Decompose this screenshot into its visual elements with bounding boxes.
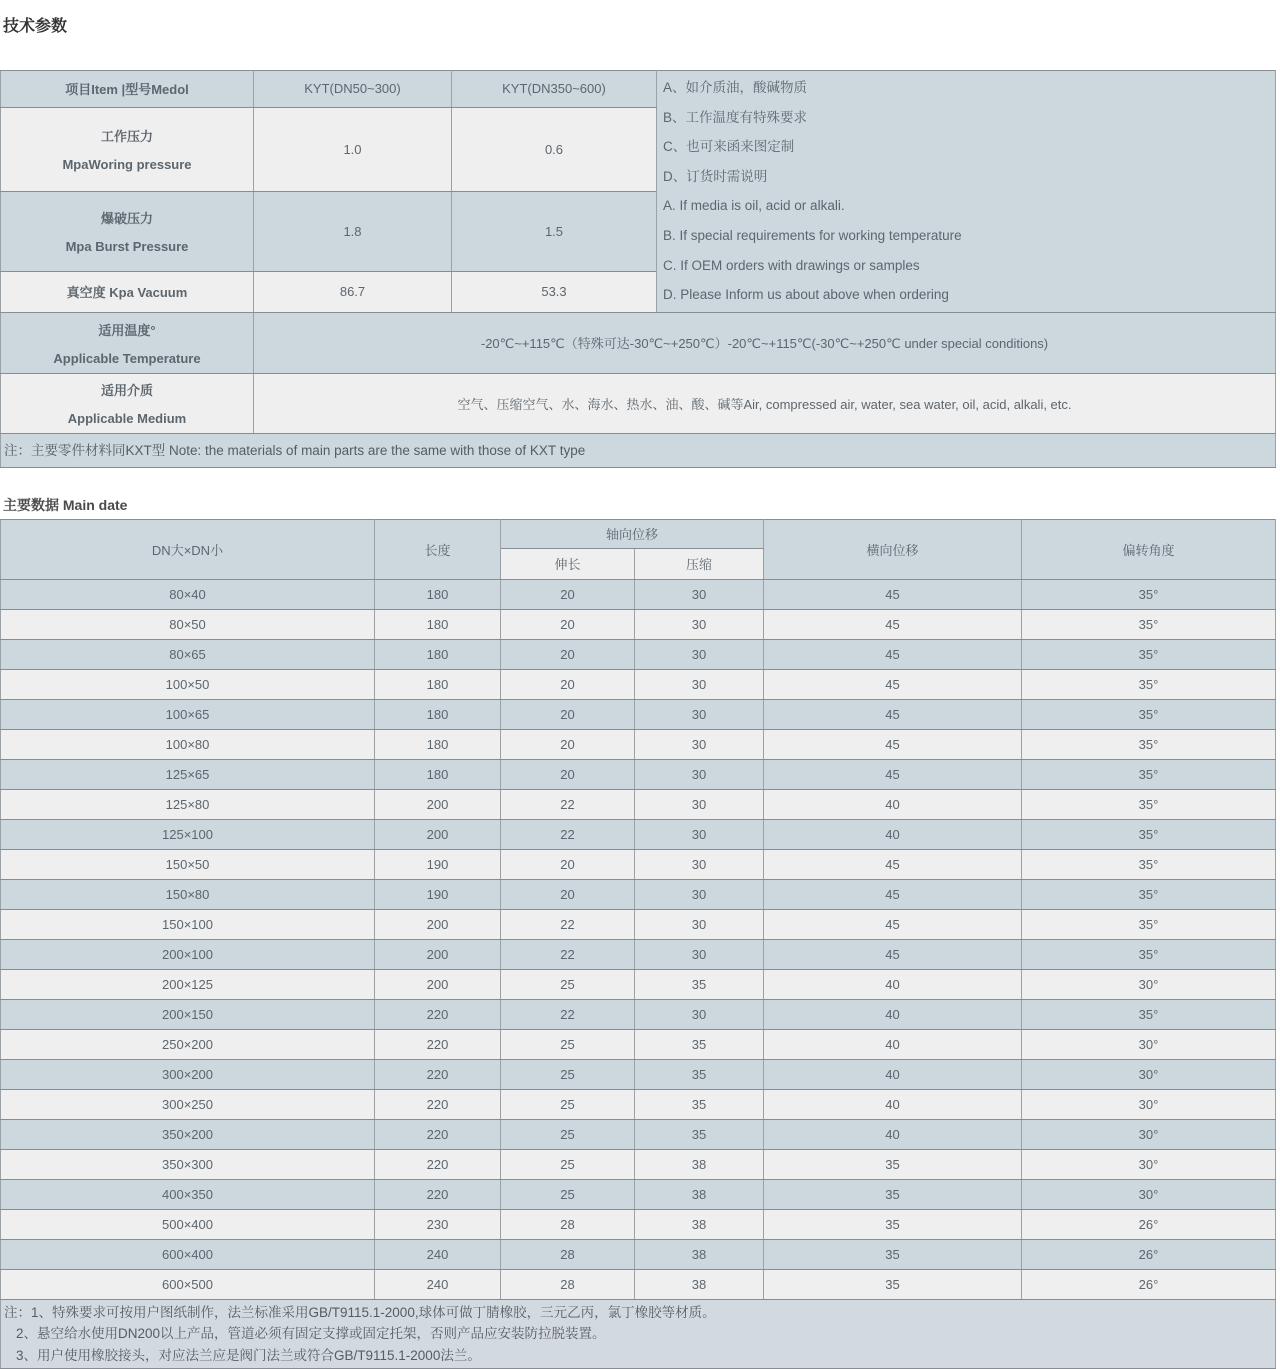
table-cell: 200 bbox=[375, 969, 501, 999]
vacuum-v2: 53.3 bbox=[452, 272, 657, 313]
table-cell: 20 bbox=[501, 879, 635, 909]
table-row bbox=[1, 849, 1276, 879]
medium-label-cn: 适用介质 bbox=[100, 383, 153, 399]
table-cell: 100×65 bbox=[1, 699, 375, 729]
table-cell: 350×200 bbox=[1, 1119, 375, 1149]
table-cell: 100×80 bbox=[1, 729, 375, 759]
table-cell: 350×300 bbox=[1, 1149, 375, 1179]
table-cell: 40 bbox=[764, 999, 1022, 1029]
medium-label bbox=[1, 373, 254, 433]
table-cell: 30 bbox=[635, 609, 764, 639]
tech-header-model1: KYT(DN50~300) bbox=[254, 71, 452, 108]
table-cell: 40 bbox=[764, 789, 1022, 819]
medium-value: 空气、压缩空气、水、海水、热水、油、酸、碱等Air, compressed air, water, sea water, oil, acid, alkali, etc. bbox=[254, 373, 1276, 433]
table-cell: 35° bbox=[1022, 639, 1276, 669]
table-cell: 20 bbox=[501, 639, 635, 669]
table-cell: 40 bbox=[764, 1059, 1022, 1089]
table-cell: 30° bbox=[1022, 969, 1276, 999]
header-extend: 伸长 bbox=[501, 549, 635, 580]
table-row bbox=[1, 789, 1276, 819]
table-cell: 30° bbox=[1022, 1149, 1276, 1179]
table-cell: 30 bbox=[635, 939, 764, 969]
table-cell: 38 bbox=[635, 1179, 764, 1209]
table-cell: 35° bbox=[1022, 579, 1276, 609]
table-cell: 220 bbox=[375, 1119, 501, 1149]
table-cell: 180 bbox=[375, 579, 501, 609]
bottom-notes bbox=[1, 1299, 1276, 1368]
main-notes-row bbox=[1, 1299, 1276, 1368]
table-cell: 220 bbox=[375, 1149, 501, 1179]
table-cell: 35° bbox=[1022, 909, 1276, 939]
side-note-line: D、订货时需说明 bbox=[663, 168, 768, 184]
main-table-body bbox=[1, 579, 1276, 1299]
table-cell: 25 bbox=[501, 1029, 635, 1059]
table-cell: 25 bbox=[501, 1179, 635, 1209]
table-row bbox=[1, 1209, 1276, 1239]
table-cell: 45 bbox=[764, 759, 1022, 789]
header-compress: 压缩 bbox=[635, 549, 764, 580]
side-note-line: B. If special requirements for working temperature bbox=[663, 227, 962, 243]
table-cell: 35 bbox=[764, 1209, 1022, 1239]
table-row bbox=[1, 1029, 1276, 1059]
table-cell: 500×400 bbox=[1, 1209, 375, 1239]
temperature-label-cn: 适用温度° bbox=[98, 322, 156, 338]
table-cell: 25 bbox=[501, 1089, 635, 1119]
table-cell: 28 bbox=[501, 1239, 635, 1269]
table-cell: 200 bbox=[375, 789, 501, 819]
table-cell: 45 bbox=[764, 849, 1022, 879]
table-cell: 30 bbox=[635, 579, 764, 609]
table-cell: 45 bbox=[764, 729, 1022, 759]
table-cell: 200 bbox=[375, 909, 501, 939]
header-length: 长度 bbox=[375, 519, 501, 579]
table-row bbox=[1, 729, 1276, 759]
table-cell: 26° bbox=[1022, 1209, 1276, 1239]
table-cell: 38 bbox=[635, 1209, 764, 1239]
side-note-line: A、如介质油，酸碱物质 bbox=[663, 80, 808, 95]
table-cell: 20 bbox=[501, 759, 635, 789]
table-row bbox=[1, 819, 1276, 849]
table-row bbox=[1, 759, 1276, 789]
table-cell: 180 bbox=[375, 729, 501, 759]
tech-footnote-row bbox=[1, 433, 1276, 467]
section-title-tech-params: 技术参数 bbox=[3, 18, 68, 35]
bottom-note-line: 3、用户使用橡胶接头，对应法兰应是阀门法兰或符合GB/T9115.1-2000法兰。 bbox=[16, 1347, 481, 1363]
table-cell: 35 bbox=[635, 1029, 764, 1059]
table-cell: 22 bbox=[501, 939, 635, 969]
table-cell: 40 bbox=[764, 1119, 1022, 1149]
table-cell: 35° bbox=[1022, 609, 1276, 639]
table-cell: 220 bbox=[375, 1089, 501, 1119]
table-cell: 35 bbox=[764, 1149, 1022, 1179]
table-cell: 35° bbox=[1022, 669, 1276, 699]
table-cell: 35° bbox=[1022, 729, 1276, 759]
table-cell: 20 bbox=[501, 669, 635, 699]
table-cell: 25 bbox=[501, 1059, 635, 1089]
table-row bbox=[1, 1269, 1276, 1299]
table-cell: 30 bbox=[635, 729, 764, 759]
table-cell: 26° bbox=[1022, 1239, 1276, 1269]
table-cell: 40 bbox=[764, 819, 1022, 849]
side-note-line: B、工作温度有特殊要求 bbox=[663, 109, 808, 125]
table-cell: 40 bbox=[764, 969, 1022, 999]
table-row bbox=[1, 939, 1276, 969]
table-cell: 30 bbox=[635, 819, 764, 849]
header-angle: 偏转角度 bbox=[1022, 519, 1276, 579]
side-note-line: C、也可来函来图定制 bbox=[663, 139, 795, 155]
table-cell: 30 bbox=[635, 759, 764, 789]
side-note-line: D. Please Inform us about above when ordering bbox=[663, 287, 949, 303]
table-row bbox=[1, 669, 1276, 699]
table-cell: 30 bbox=[635, 879, 764, 909]
table-cell: 22 bbox=[501, 789, 635, 819]
table-cell: 180 bbox=[375, 639, 501, 669]
table-cell: 190 bbox=[375, 849, 501, 879]
working-pressure-v2: 0.6 bbox=[452, 107, 657, 191]
temperature-row bbox=[1, 312, 1276, 373]
table-cell: 35° bbox=[1022, 819, 1276, 849]
table-cell: 30° bbox=[1022, 1059, 1276, 1089]
table-cell: 45 bbox=[764, 669, 1022, 699]
table-cell: 35 bbox=[764, 1239, 1022, 1269]
table-cell: 30 bbox=[635, 909, 764, 939]
table-cell: 30 bbox=[635, 849, 764, 879]
table-cell: 220 bbox=[375, 999, 501, 1029]
table-cell: 220 bbox=[375, 1059, 501, 1089]
side-note-line: A. If media is oil, acid or alkali. bbox=[663, 198, 845, 214]
table-cell: 28 bbox=[501, 1209, 635, 1239]
bottom-note-line: 2、悬空给水使用DN200以上产品，管道必须有固定支撑或固定托架，否则产品应安装防拉脱装置。 bbox=[16, 1326, 606, 1342]
table-row bbox=[1, 1059, 1276, 1089]
table-cell: 200×150 bbox=[1, 999, 375, 1029]
burst-pressure-label-en: Mpa Burst Pressure bbox=[65, 239, 189, 255]
table-row bbox=[1, 1149, 1276, 1179]
table-cell: 26° bbox=[1022, 1269, 1276, 1299]
table-cell: 300×200 bbox=[1, 1059, 375, 1089]
tech-header-row bbox=[1, 71, 1276, 108]
table-cell: 35° bbox=[1022, 759, 1276, 789]
table-cell: 250×200 bbox=[1, 1029, 375, 1059]
table-cell: 30° bbox=[1022, 1029, 1276, 1059]
header-lateral: 横向位移 bbox=[764, 519, 1022, 579]
table-cell: 30 bbox=[635, 999, 764, 1029]
table-cell: 35° bbox=[1022, 699, 1276, 729]
table-cell: 80×65 bbox=[1, 639, 375, 669]
bottom-note-line: 注：1、特殊要求可按用户图纸制作，法兰标准采用GB/T9115.1-2000,球体可做丁腈橡胶，三元乙丙，氯丁橡胶等材质。 bbox=[4, 1304, 716, 1320]
table-cell: 150×50 bbox=[1, 849, 375, 879]
table-cell: 20 bbox=[501, 579, 635, 609]
table-cell: 35° bbox=[1022, 999, 1276, 1029]
table-cell: 220 bbox=[375, 1029, 501, 1059]
table-cell: 125×80 bbox=[1, 789, 375, 819]
table-cell: 100×50 bbox=[1, 669, 375, 699]
tech-header-item: 项目Item |型号Medol bbox=[1, 71, 254, 108]
table-cell: 45 bbox=[764, 579, 1022, 609]
section-title-main-data: 主要数据 Main date bbox=[3, 496, 128, 513]
table-row bbox=[1, 609, 1276, 639]
temperature-label-en: Applicable Temperature bbox=[53, 350, 201, 366]
table-cell: 180 bbox=[375, 699, 501, 729]
table-cell: 20 bbox=[501, 849, 635, 879]
table-cell: 30° bbox=[1022, 1089, 1276, 1119]
table-cell: 25 bbox=[501, 1119, 635, 1149]
table-cell: 35° bbox=[1022, 789, 1276, 819]
working-pressure-v1: 1.0 bbox=[254, 107, 452, 191]
table-cell: 45 bbox=[764, 639, 1022, 669]
table-row bbox=[1, 999, 1276, 1029]
burst-pressure-v2: 1.5 bbox=[452, 191, 657, 271]
table-cell: 150×100 bbox=[1, 909, 375, 939]
table-cell: 300×250 bbox=[1, 1089, 375, 1119]
table-row bbox=[1, 909, 1276, 939]
burst-pressure-label-cn: 爆破压力 bbox=[100, 211, 153, 227]
table-cell: 22 bbox=[501, 819, 635, 849]
temperature-value: -20℃~+115℃（特殊可达-30℃~+250℃）-20℃~+115℃(-30℃~+250℃ under special conditions) bbox=[254, 312, 1276, 373]
table-cell: 35 bbox=[764, 1179, 1022, 1209]
table-cell: 40 bbox=[764, 1089, 1022, 1119]
table-cell: 150×80 bbox=[1, 879, 375, 909]
table-cell: 45 bbox=[764, 609, 1022, 639]
working-pressure-label bbox=[1, 107, 254, 191]
table-cell: 35° bbox=[1022, 879, 1276, 909]
main-header-row-1 bbox=[1, 519, 1276, 548]
table-cell: 180 bbox=[375, 759, 501, 789]
table-cell: 600×500 bbox=[1, 1269, 375, 1299]
table-cell: 45 bbox=[764, 909, 1022, 939]
table-cell: 25 bbox=[501, 1149, 635, 1179]
table-cell: 30° bbox=[1022, 1119, 1276, 1149]
table-cell: 40 bbox=[764, 1029, 1022, 1059]
medium-row bbox=[1, 373, 1276, 433]
main-data-table bbox=[0, 519, 1276, 1369]
tech-footnote: 注：主要零件材料同KXT型 Note: the materials of main parts are the same with those of KXT type bbox=[1, 433, 1276, 467]
table-row bbox=[1, 699, 1276, 729]
burst-pressure-v1: 1.8 bbox=[254, 191, 452, 271]
table-cell: 30 bbox=[635, 639, 764, 669]
table-cell: 45 bbox=[764, 699, 1022, 729]
table-cell: 190 bbox=[375, 879, 501, 909]
table-cell: 30 bbox=[635, 669, 764, 699]
table-cell: 200 bbox=[375, 819, 501, 849]
table-cell: 38 bbox=[635, 1269, 764, 1299]
table-cell: 25 bbox=[501, 969, 635, 999]
table-cell: 600×400 bbox=[1, 1239, 375, 1269]
working-pressure-label-cn: 工作压力 bbox=[100, 129, 153, 145]
table-cell: 80×40 bbox=[1, 579, 375, 609]
table-cell: 200×125 bbox=[1, 969, 375, 999]
table-cell: 22 bbox=[501, 999, 635, 1029]
table-cell: 30 bbox=[635, 789, 764, 819]
table-cell: 80×50 bbox=[1, 609, 375, 639]
table-row bbox=[1, 879, 1276, 909]
table-cell: 45 bbox=[764, 879, 1022, 909]
medium-label-en: Applicable Medium bbox=[67, 411, 187, 427]
table-cell: 38 bbox=[635, 1149, 764, 1179]
table-cell: 230 bbox=[375, 1209, 501, 1239]
header-axial: 轴向位移 bbox=[501, 519, 764, 548]
table-cell: 20 bbox=[501, 699, 635, 729]
table-cell: 200 bbox=[375, 939, 501, 969]
table-cell: 125×100 bbox=[1, 819, 375, 849]
table-cell: 35 bbox=[635, 969, 764, 999]
table-row bbox=[1, 579, 1276, 609]
header-dn: DN大×DN小 bbox=[1, 519, 375, 579]
table-cell: 45 bbox=[764, 939, 1022, 969]
table-cell: 20 bbox=[501, 729, 635, 759]
working-pressure-label-en: MpaWoring pressure bbox=[62, 157, 192, 173]
table-cell: 220 bbox=[375, 1179, 501, 1209]
table-cell: 30 bbox=[635, 699, 764, 729]
tech-params-table bbox=[0, 70, 1276, 468]
temperature-label bbox=[1, 312, 254, 373]
table-cell: 35 bbox=[764, 1269, 1022, 1299]
table-cell: 22 bbox=[501, 909, 635, 939]
vacuum-v1: 86.7 bbox=[254, 272, 452, 313]
table-cell: 240 bbox=[375, 1239, 501, 1269]
table-row bbox=[1, 1119, 1276, 1149]
table-row bbox=[1, 1089, 1276, 1119]
table-row bbox=[1, 1239, 1276, 1269]
table-cell: 240 bbox=[375, 1269, 501, 1299]
table-row bbox=[1, 1179, 1276, 1209]
table-cell: 28 bbox=[501, 1269, 635, 1299]
table-cell: 38 bbox=[635, 1239, 764, 1269]
burst-pressure-label bbox=[1, 191, 254, 271]
table-cell: 35 bbox=[635, 1089, 764, 1119]
table-cell: 35° bbox=[1022, 849, 1276, 879]
table-cell: 35 bbox=[635, 1119, 764, 1149]
table-cell: 180 bbox=[375, 669, 501, 699]
table-cell: 180 bbox=[375, 609, 501, 639]
table-cell: 30° bbox=[1022, 1179, 1276, 1209]
table-cell: 125×65 bbox=[1, 759, 375, 789]
vacuum-label: 真空度 Kpa Vacuum bbox=[1, 272, 254, 313]
table-row bbox=[1, 969, 1276, 999]
side-note-line: C. If OEM orders with drawings or samples bbox=[663, 257, 920, 273]
table-cell: 20 bbox=[501, 609, 635, 639]
tech-header-model2: KYT(DN350~600) bbox=[452, 71, 657, 108]
table-row bbox=[1, 639, 1276, 669]
table-cell: 35° bbox=[1022, 939, 1276, 969]
table-cell: 200×100 bbox=[1, 939, 375, 969]
table-cell: 400×350 bbox=[1, 1179, 375, 1209]
table-cell: 35 bbox=[635, 1059, 764, 1089]
side-notes bbox=[657, 71, 1276, 313]
